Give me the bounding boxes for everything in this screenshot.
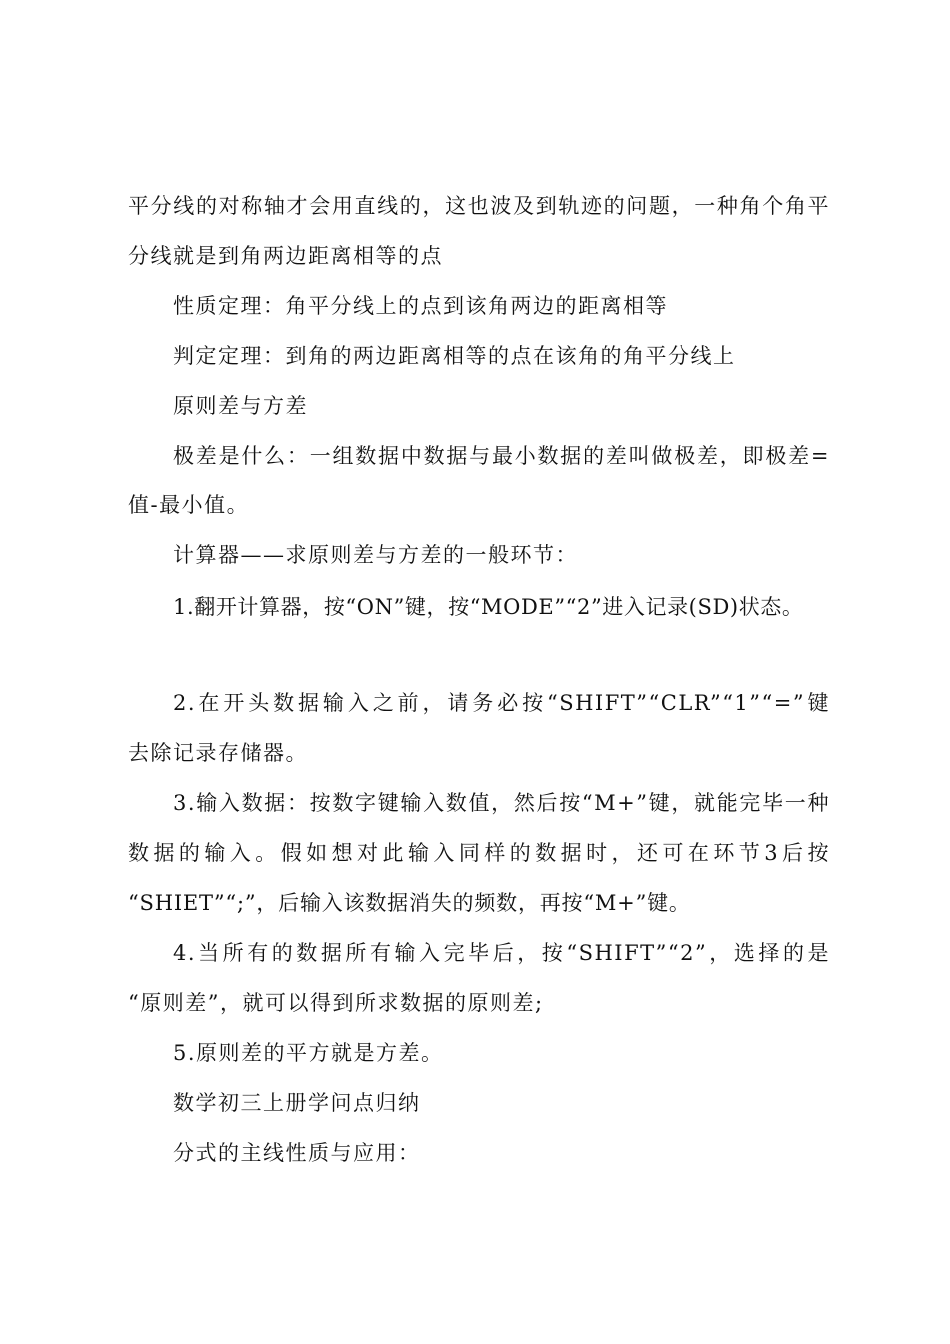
section-heading: 原则差与方差	[173, 394, 308, 418]
paragraph-line: 分线就是到角两边距离相等的点	[128, 244, 443, 268]
paragraph-line: 平分线的对称轴才会用直线的，这也波及到轨迹的问题，一种角个角平	[128, 194, 830, 218]
paragraph-line: 极差是什么：一组数据中数据与最小数据的差叫做极差，即极差=	[173, 444, 830, 468]
section-heading: 数学初三上册学问点归纳	[173, 1091, 421, 1115]
paragraph-line: 1.翻开计算器，按“ON”键，按“MODE”“2”进入记录(SD)状态。	[173, 595, 804, 619]
paragraph-line: 去除记录存储器。	[128, 741, 308, 765]
paragraph-line: 判定定理：到角的两边距离相等的点在该角的角平分线上	[173, 344, 736, 368]
paragraph-line: 性质定理：角平分线上的点到该角两边的距离相等	[173, 294, 668, 318]
paragraph-line: 2.在开头数据输入之前，请务必按“SHIFT”“CLR”“1”“=”键	[173, 691, 830, 715]
paragraph-line: 数据的输入。假如想对此输入同样的数据时，还可在环节3后按	[128, 841, 830, 865]
paragraph-line: 值-最小值。	[128, 493, 250, 517]
paragraph-line: 5.原则差的平方就是方差。	[173, 1041, 444, 1065]
paragraph-line: “原则差”，就可以得到所求数据的原则差;	[128, 991, 544, 1015]
paragraph-line: 分式的主线性质与应用：	[173, 1141, 421, 1165]
paragraph-line: 计算器——求原则差与方差的一般环节：	[173, 543, 578, 567]
paragraph-line: 4.当所有的数据所有输入完毕后，按“SHIFT”“2”，选择的是	[173, 941, 830, 965]
paragraph-line: 3.输入数据：按数字键输入数值，然后按“M+”键，就能完毕一种	[173, 791, 830, 815]
paragraph-line: “SHIET”“;”，后输入该数据消失的频数，再按“M+”键。	[128, 891, 691, 915]
